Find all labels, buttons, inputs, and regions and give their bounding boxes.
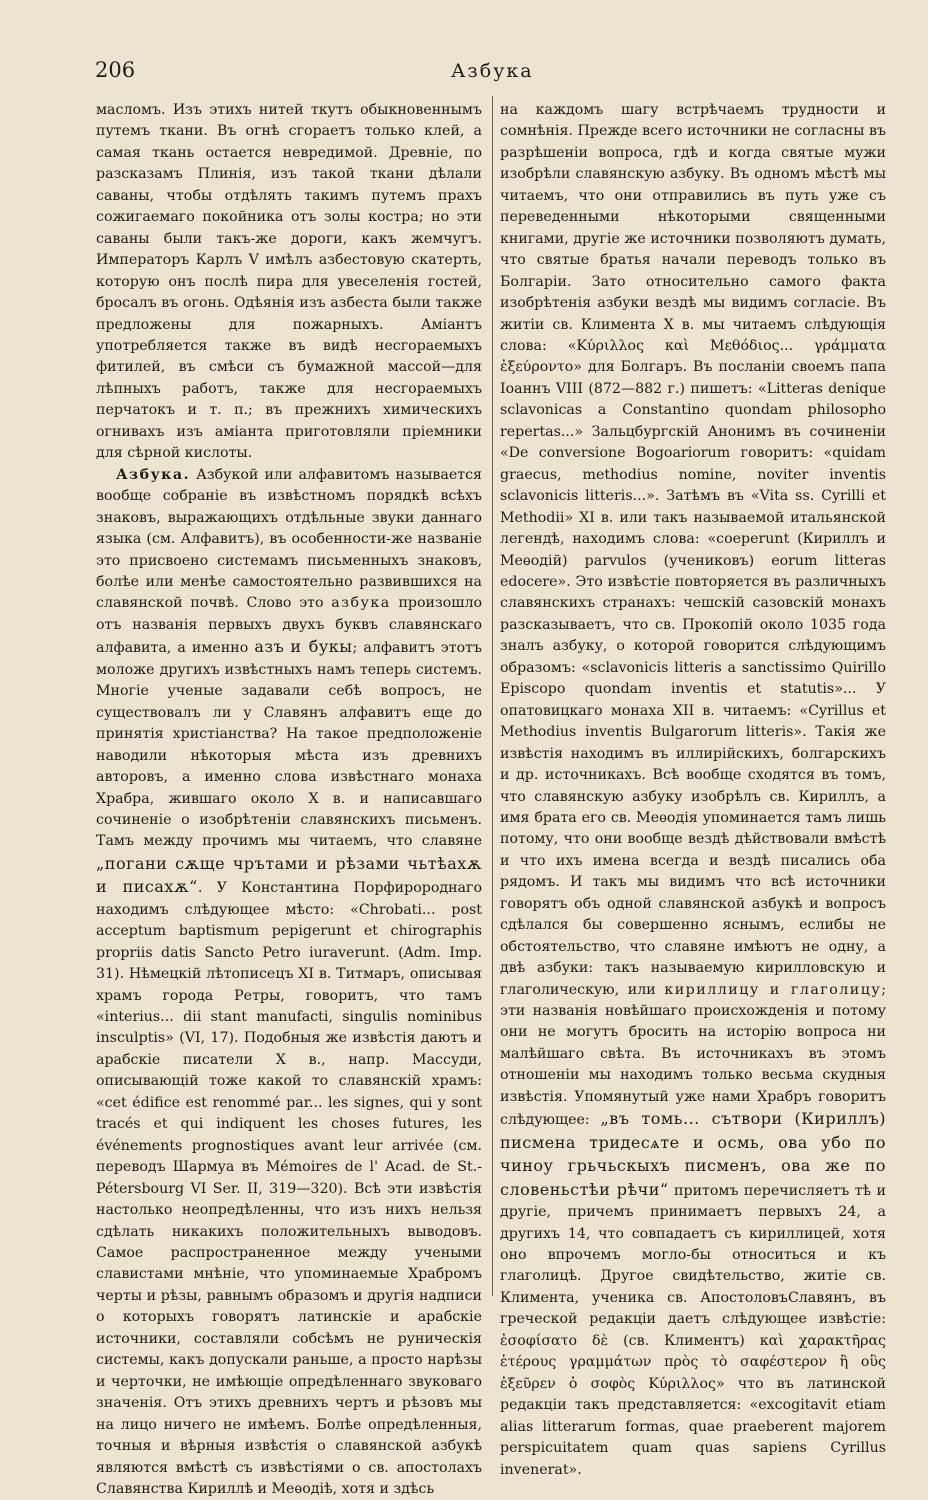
page-title: Азбука [451,60,534,82]
right-column [500,100,886,1481]
paragraph-text: притомъ перечисляетъ тѣ и другіе, причемъ принимаетъ первыхъ 24, а другихъ 14, что совпадаетъ съ кириллицей, хотя оно впрочемъ могло-бы относиться и къ глаголицѣ [500,1182,887,1285]
paragraph-text: на каждомъ шагу встрѣчаемъ трудности и сомнѣнія. Прежде всего источники не согласны въ разрѣшеніи вопроса, гдѣ и когда святые мужи изобрѣли славянскую азбуку. Въ одномъ мѣстѣ мы читаемъ, что они отправились въ путь уже съ переведенными нѣкоторыми священными книгами, другіе же источники позволяютъ думать, что святые братья начали переводъ только въ Болгаріи. Зато относительно самого факта изобрѣтенія азбуки вездѣ мы видимъ согласіе. Въ житіи св. Климента X в. мы читаемъ слѣдующія слова: «Κύριλλος καὶ Μεθόδιος... γράμματα ἐξεύροντο» для Болгаръ. Въ посланіи своемъ папа Іоаннъ VIII (872—882 г.) пишетъ: «Litteras denique sclavonicas a Constantino quondam philosopho repertas...» Зальцбургскій Анонимъ въ сочиненіи «De conversione Bogoariorum говоритъ: «quidam graecus, methodius nomine, noviter inventis sclavonicis litteris...». Затѣмъ въ «Vita ss. Cyrilli et Methodii» XI в. или такъ называемой итальянской легендѣ, находимъ слова: «coeperunt (Кириллъ и Меѳодій) parvulos (учениковъ) eorum litteras edocere». Это извѣстіе повторяется въ различныхъ славянскихъ странахъ: чешскій сазовскій монахъ разсказываетъ, что св. Прокопій около 1035 года зналъ азбуку, о которой говорится слѣдующимъ образомъ: «sclavonicis litteris a sanctissimo Quirillo Episcopo quondam inventis et statutis»... У опатовицкаго монаха XII в. читаемъ: «Cyrillus et Methodius inventis Bulgarorum litteris». Такія же извѣстія находимъ въ иллирійскихъ, болгарскихъ и др. источникахъ. Всѣ вообще сходятся въ томъ, что славянскую азбуку изобрѣлъ св. Кириллъ, а имя брата его св. Меѳодія упоминается тамъ лишь потому, что они вообще вездѣ дѣйствовали вмѣстѣ и что ихъ имена всегда и вездѣ писались оба рядомъ. И такъ мы видимъ что всѣ источники говорятъ объ одной славянской азбукѣ и вопросъ сдѣлался бы совершенно яснымъ, еслибы не обстоятельство, что славяне имѣютъ не одну, а двѣ азбуки: такъ называемую кирилловскую и глаголическую, или [500,102,886,998]
paragraph-text: . Другое свидѣтельство, житіе св. Климента, ученика св. АпостоловъСлавянъ, въ греческой редакціи даетъ слѣдующее извѣстіе: ἐσοφίσατο δὲ (св. Климентъ) καὶ χαρακτῆρας ἑτέρους γραμμάτων πρὸς τὸ σαφέστερον ἢ οὓς ἐξεῦρεν ὁ σοφὸς Κύριλλος» что въ латинской редакціи такъ представляется: «excogitavit etiam alias litterarum formas, quae praeberent majorem perspicuitatem quam quas sapiens Cyrillus invenerat». [500,1268,886,1478]
paragraph-amiant: масломъ. Изъ этихъ нитей ткутъ обыкновеннымъ путемъ ткани. Въ огнѣ сгораетъ только клей, а самая ткань остается невредимой. Древніе, по разсказамъ Плинія, изъ такой ткани дѣлали саваны, чтобы отдѣлять такимъ путемъ прахъ сожигаемаго покойника отъ золы костра; но эти саваны были такъ-же дороги, какъ жемчугъ. Императоръ Карлъ V имѣлъ азбестовую скатерть, которую онъ послѣ пира для увеселенія гостей, бросалъ въ огонь. Одѣянія изъ азбеста были также предложены для пожарныхъ. Аміантъ употребляется также въ видѣ несгораемыхъ фитилей, въ смѣси съ бумажной массой—для лѣпныхъ работъ, также для несгораемыхъ перчатокъ и т. п.; въ прежнихъ химическихъ огнивахъ изъ аміанта приготовляли пріемники для сѣрной кислоты. [96,102,482,462]
page-number: 206 [95,58,136,82]
slavonic-letter-name: азъ [254,637,285,657]
slavonic-letter-name: и букы [290,637,353,657]
slavonic-quote: „въ томь... сътвори (Кириллъ) писмена тридесѧте и осмь, ова убо по чиноу грьчьскыхъ писменъ, ова же по словеньстѣи рѣчи“ [500,1109,886,1199]
page-header [95,58,928,86]
column-divider [492,96,493,1296]
headword: Азбука. [116,466,191,483]
paragraph-sources [500,100,886,1481]
paragraph-text: Азбукой или алфавитомъ называется вообще собраніе въ извѣстномъ порядкѣ всѣхъ знаковъ, выражающихъ отдѣльные звуки даннаго языка (см. Алфавитъ), въ особенности-же названіе это присвоено системамъ письменныхъ знаковъ, болѣе или менѣе самостоятельно развившихся на славянской почвѣ. Слово это [96,466,483,612]
left-column [96,100,482,1500]
slavonic-quote: „погани сѫще чрътами и рѣзами чьтѣахѫ и писахѫ“ [96,853,482,897]
paragraph-text: произошло отъ названія первыхъ двухъ буквъ славянскаго алфавита, а именно [96,595,483,657]
spaced-term: азбука [331,595,391,612]
paragraph-text: ; эти названія новѣйшаго происхожденія и потому они не могутъ бросить на исторію вопроса ни малѣйшаго свѣта. Въ источникахъ въ этомъ отношеніи мы находимъ только весьма скудныя извѣстія. Упомянутый уже нами Храбръ говоритъ слѣдующее: [500,981,886,1129]
paragraph-text: . У Константина Порфиророднаго находимъ слѣдующее мѣсто: «Chrobati... post acceptum baptismum pepigerunt et chirographis propriis datis Sancto Petro iuraverunt. (Adm. Imp. 31). Нѣмецкій лѣтописецъ XI в. Титмаръ, описывая храмъ города Ретры, говоритъ, что тамъ «interius... dii stant manufacti, singulis nominibus insculptis» (VI, 17). Подобныя же извѣстія даютъ и арабскіе писатели X в., напр. Массуди, описывающій тоже какой то славянскій храмъ: «cet édifice est renommé par... les signes, qui y sont tracés et qui indiquent les choses futures, les événements prognostiques avant leur arrivée (см. переводъ Шармуа въ Mémoires de l' Acad. de St.-Pétersbourg VI Ser. II, 319—320). Всѣ эти извѣстія настолько неопредѣленны, что изъ нихъ нельзя сдѣлать никакихъ положительныхъ выводовъ. Самое распространенное между учеными славистами мнѣніе, что упоминаемые Храбромъ черты и рѣзы, равнымъ образомъ и другія надписи о которыхъ говорятъ латинскіе и арабскіе источники, составляли собсѣмъ не руническія системы, какъ допускали раньше, а просто нарѣзы и черточки, не имѣющіе опредѣленнаго звуковаго значенія. Отъ этихъ древнихъ чертъ и рѣзовъ мы на лицо ничего не имѣемъ. Болѣе опредѣленныя, точныя и вѣрныя извѣстія о славянской азбукѣ являются вмѣстѣ съ извѣстіями о св. апостолахъ Славянства Кириллѣ и Меѳодіѣ, хотя и здѣсь [96,880,482,1497]
paragraph-text: ; алфавитъ этотъ моложе другихъ извѣстныхъ намъ теперь системъ. Многіе ученые задавали себѣ вопросъ, не существовалъ ли у Славянъ алфавитъ еще до принятія христіанства? На такое предположеніе наводили нѣкоторыя мѣста изъ древнихъ авторовъ, а именно слова извѣстнаго монаха Храбра, жившаго около X в. и написавшаго сочиненіе о изобрѣтеніи славянскихъ письменъ. Тамъ между прочимъ мы читаемъ, что славяне [96,640,483,850]
paragraph-azbuka [96,465,482,1500]
spaced-term: кириллицу и глаголицу [664,981,882,998]
